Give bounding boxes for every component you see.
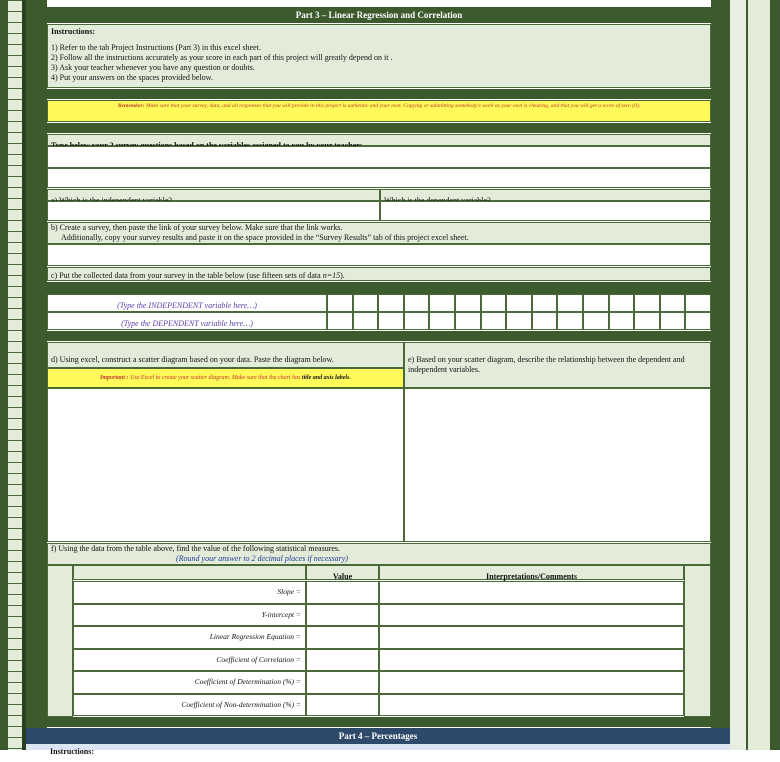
grid-line bbox=[8, 220, 22, 221]
instruction-1: 1) Refer to the tab Project Instructions (Part 3) in this excel sheet. bbox=[51, 43, 261, 52]
question-c-suffix: ). bbox=[340, 271, 345, 280]
grid-line bbox=[8, 11, 22, 12]
grid-line bbox=[8, 693, 22, 694]
grid-line bbox=[8, 66, 22, 67]
dependent-data-cell[interactable] bbox=[583, 312, 609, 330]
left-grid-divider bbox=[22, 0, 26, 750]
instruction-3: 3) Ask your teacher whenever you have any question or doubts. bbox=[51, 63, 255, 72]
grid-line bbox=[8, 462, 22, 463]
grid-line bbox=[8, 616, 22, 617]
independent-data-cell[interactable] bbox=[327, 294, 353, 312]
grid-line bbox=[8, 517, 22, 518]
data-table-top-band bbox=[47, 282, 711, 294]
grid-line bbox=[8, 396, 22, 397]
grid-line bbox=[8, 583, 22, 584]
grid-line bbox=[8, 33, 22, 34]
independent-data-cell[interactable] bbox=[404, 294, 430, 312]
coefficient-of-non-determination-interpretation-input[interactable] bbox=[379, 694, 684, 717]
y-intercept-label: Y-intercept = bbox=[73, 604, 306, 627]
question-e: e) Based on your scatter diagram, describe the relationship between the dependent and independent variables. bbox=[408, 355, 685, 374]
dependent-data-cell[interactable] bbox=[685, 312, 711, 330]
grid-line bbox=[8, 649, 22, 650]
independent-data-cell[interactable] bbox=[455, 294, 481, 312]
independent-variable-input[interactable] bbox=[47, 201, 380, 221]
dependent-variable-label-row bbox=[380, 189, 711, 201]
independent-data-cell[interactable] bbox=[481, 294, 507, 312]
part4-instructions-row bbox=[26, 744, 730, 756]
dependent-data-cell[interactable] bbox=[609, 312, 635, 330]
grid-line bbox=[8, 550, 22, 551]
grid-line bbox=[8, 385, 22, 386]
grid-line bbox=[8, 55, 22, 56]
grid-line bbox=[8, 627, 22, 628]
grid-line bbox=[8, 429, 22, 430]
grid-line bbox=[8, 506, 22, 507]
coefficient-of-correlation-label: Coefficient of Correlation = bbox=[73, 649, 306, 672]
grid-line bbox=[8, 242, 22, 243]
instruction-2: 2) Follow all the instructions accurately as your score in each part of this project will greatly depend on it . bbox=[51, 53, 393, 62]
instruction-4: 4) Put your answers on the spaces provided below. bbox=[51, 73, 213, 82]
linear-regression-equation-label: Linear Regression Equation = bbox=[73, 626, 306, 649]
grid-line bbox=[8, 231, 22, 232]
dependent-data-cell[interactable] bbox=[557, 312, 583, 330]
grid-line bbox=[8, 726, 22, 727]
independent-placeholder: (Type the INDEPENDENT variable here…) bbox=[117, 301, 257, 310]
grid-line bbox=[8, 319, 22, 320]
stats-header-interp bbox=[379, 565, 684, 580]
question-b-row bbox=[47, 222, 711, 244]
stats-table-right-margin bbox=[684, 565, 711, 717]
question-d-cell bbox=[47, 342, 404, 368]
important-label: Important : bbox=[100, 375, 129, 381]
question-f-row bbox=[47, 543, 711, 565]
grid-line bbox=[8, 286, 22, 287]
independent-data-cell[interactable] bbox=[378, 294, 404, 312]
important-bold: title and axis labels bbox=[301, 375, 350, 381]
right-grid-col-2 bbox=[730, 0, 746, 750]
grid-line bbox=[8, 22, 22, 23]
grid-line bbox=[8, 363, 22, 364]
grid-line bbox=[8, 605, 22, 606]
col-interp-header: Interpretations/Comments bbox=[486, 572, 577, 581]
grid-line bbox=[8, 539, 22, 540]
survey-question-2-input[interactable] bbox=[47, 168, 711, 188]
question-c-n: n=15 bbox=[322, 271, 341, 280]
grid-line bbox=[8, 176, 22, 177]
grid-line bbox=[8, 451, 22, 452]
grid-line bbox=[8, 440, 22, 441]
dependent-data-cell[interactable] bbox=[481, 312, 507, 330]
part3-title-bar bbox=[47, 7, 711, 23]
grid-line bbox=[8, 0, 22, 1]
grid-line bbox=[8, 561, 22, 562]
linear-regression-equation-interpretation-input[interactable] bbox=[379, 626, 684, 649]
dependent-data-cell[interactable] bbox=[532, 312, 558, 330]
coefficient-of-correlation-value-input[interactable] bbox=[306, 649, 379, 672]
grid-line bbox=[8, 44, 22, 45]
grid-line bbox=[8, 495, 22, 496]
grid-line bbox=[8, 77, 22, 78]
slope-label: Slope = bbox=[73, 581, 306, 604]
question-f: f) Using the data from the table above, find the value of the following statistical measures. bbox=[51, 544, 341, 553]
dependent-data-cell[interactable] bbox=[429, 312, 455, 330]
grid-line bbox=[8, 330, 22, 331]
grid-line bbox=[8, 352, 22, 353]
round-note: (Round your answer to 2 decimal places if necessary) bbox=[176, 554, 348, 563]
part4-instructions-heading: Instructions: bbox=[50, 747, 95, 756]
grid-line bbox=[8, 187, 22, 188]
independent-data-cell[interactable] bbox=[660, 294, 686, 312]
grid-line bbox=[8, 264, 22, 265]
independent-data-cell[interactable] bbox=[429, 294, 455, 312]
independent-data-cell[interactable] bbox=[609, 294, 635, 312]
bottom-grid-band bbox=[47, 717, 711, 727]
data-table-bottom-band bbox=[47, 331, 711, 341]
dependent-data-cell[interactable] bbox=[353, 312, 379, 330]
coefficient-of-non-determination-value-input[interactable] bbox=[306, 694, 379, 717]
independent-data-cell[interactable] bbox=[634, 294, 660, 312]
instructions-heading: Instructions: bbox=[51, 27, 96, 36]
question-e-cell bbox=[404, 342, 711, 388]
question-b-line2: Additionally, copy your survey results and paste it on the space provided in the “Survey Results” tab of this project excel sheet. bbox=[61, 233, 469, 242]
coefficient-of-correlation-interpretation-input[interactable] bbox=[379, 649, 684, 672]
linear-regression-equation-value-input[interactable] bbox=[306, 626, 379, 649]
remember-text: Make sure that your survey, data, and all responses that you will provide in this project is authentic and your own. Copying or submitting somebody's work as your own is cheating, and that you will get a score of zero (0). bbox=[145, 103, 641, 109]
dependent-placeholder-cell[interactable] bbox=[47, 312, 327, 330]
part3-title: Part 3 – Linear Regression and Correlation bbox=[295, 10, 463, 20]
independent-data-cell[interactable] bbox=[353, 294, 379, 312]
grid-line bbox=[8, 660, 22, 661]
dependent-data-cell[interactable] bbox=[660, 312, 686, 330]
grid-line bbox=[8, 484, 22, 485]
grid-line bbox=[8, 143, 22, 144]
grid-line bbox=[8, 715, 22, 716]
grid-line bbox=[8, 671, 22, 672]
remember-box bbox=[47, 100, 711, 122]
col-value-header: Value bbox=[332, 572, 353, 581]
grid-line bbox=[8, 473, 22, 474]
grid-line bbox=[8, 341, 22, 342]
question-b-line1: b) Create a survey, then paste the link of your survey below. Make sure that the link works. bbox=[51, 223, 343, 232]
part4-title-bar bbox=[26, 728, 730, 744]
grid-line bbox=[8, 418, 22, 419]
grid-line bbox=[8, 132, 22, 133]
survey-question-1-input[interactable] bbox=[47, 146, 711, 168]
grid-line bbox=[8, 99, 22, 100]
grid-line bbox=[8, 253, 22, 254]
grid-line bbox=[8, 165, 22, 166]
grid-line bbox=[8, 209, 22, 210]
grid-line bbox=[8, 572, 22, 573]
question-c-prefix: c) Put the collected data from your survey in the table below (use fifteen sets of data bbox=[51, 271, 323, 280]
part4-title: Part 4 – Percentages bbox=[338, 731, 418, 741]
slope-value-input[interactable] bbox=[306, 581, 379, 604]
grid-line bbox=[8, 198, 22, 199]
independent-data-cell[interactable] bbox=[557, 294, 583, 312]
survey-prompt-row bbox=[47, 134, 711, 146]
grid-line bbox=[8, 297, 22, 298]
independent-placeholder-cell[interactable] bbox=[47, 294, 327, 312]
question-d: d) Using excel, construct a scatter diagram based on your data. Paste the diagram below. bbox=[51, 355, 334, 364]
grid-line bbox=[8, 121, 22, 122]
right-grid-col bbox=[748, 0, 770, 750]
spacer-row-2 bbox=[47, 123, 711, 133]
relationship-description-input[interactable] bbox=[404, 388, 711, 542]
dependent-placeholder: (Type the DEPENDENT variable here…) bbox=[121, 319, 253, 328]
y-intercept-value-input[interactable] bbox=[306, 604, 379, 627]
question-c-row bbox=[47, 267, 711, 281]
survey-link-input[interactable] bbox=[47, 244, 711, 266]
coefficient-of-determination-value-input[interactable] bbox=[306, 671, 379, 694]
grid-line bbox=[8, 275, 22, 276]
spacer-row bbox=[47, 89, 711, 99]
grid-line bbox=[8, 594, 22, 595]
grid-line bbox=[8, 308, 22, 309]
grid-line bbox=[8, 374, 22, 375]
grid-line bbox=[8, 737, 22, 738]
scatter-diagram-area[interactable] bbox=[47, 388, 404, 542]
grid-line bbox=[8, 154, 22, 155]
important-end: . bbox=[349, 375, 351, 381]
dependent-variable-input[interactable] bbox=[380, 201, 711, 221]
stats-header-label-col bbox=[73, 565, 306, 580]
important-text: Use Excel to create your scatter diagram. Make sure that the chart has bbox=[130, 375, 302, 381]
grid-line bbox=[8, 638, 22, 639]
grid-line bbox=[8, 110, 22, 111]
stats-table-left-margin bbox=[47, 565, 73, 717]
dependent-data-cell[interactable] bbox=[455, 312, 481, 330]
dependent-data-cell[interactable] bbox=[378, 312, 404, 330]
important-box bbox=[47, 368, 404, 388]
independent-data-cell[interactable] bbox=[532, 294, 558, 312]
grid-line bbox=[8, 407, 22, 408]
independent-variable-label-row bbox=[47, 189, 380, 201]
grid-line bbox=[8, 682, 22, 683]
independent-data-cell[interactable] bbox=[685, 294, 711, 312]
grid-line bbox=[8, 528, 22, 529]
independent-data-cell[interactable] bbox=[506, 294, 532, 312]
dependent-data-cell[interactable] bbox=[327, 312, 353, 330]
remember-label: Remember: bbox=[117, 103, 145, 109]
coefficient-of-determination-label: Coefficient of Determination (%) = bbox=[73, 671, 306, 694]
instructions-box bbox=[47, 24, 711, 88]
independent-data-cell[interactable] bbox=[583, 294, 609, 312]
coefficient-of-non-determination-label: Coefficient of Non-determination (%) = bbox=[73, 694, 306, 717]
slope-interpretation-input[interactable] bbox=[379, 581, 684, 604]
stats-header-value bbox=[306, 565, 379, 580]
dependent-data-cell[interactable] bbox=[634, 312, 660, 330]
grid-line bbox=[8, 88, 22, 89]
y-intercept-interpretation-input[interactable] bbox=[379, 604, 684, 627]
grid-line bbox=[8, 704, 22, 705]
dependent-data-cell[interactable] bbox=[404, 312, 430, 330]
dependent-data-cell[interactable] bbox=[506, 312, 532, 330]
coefficient-of-determination-interpretation-input[interactable] bbox=[379, 671, 684, 694]
grid-line bbox=[8, 748, 22, 749]
